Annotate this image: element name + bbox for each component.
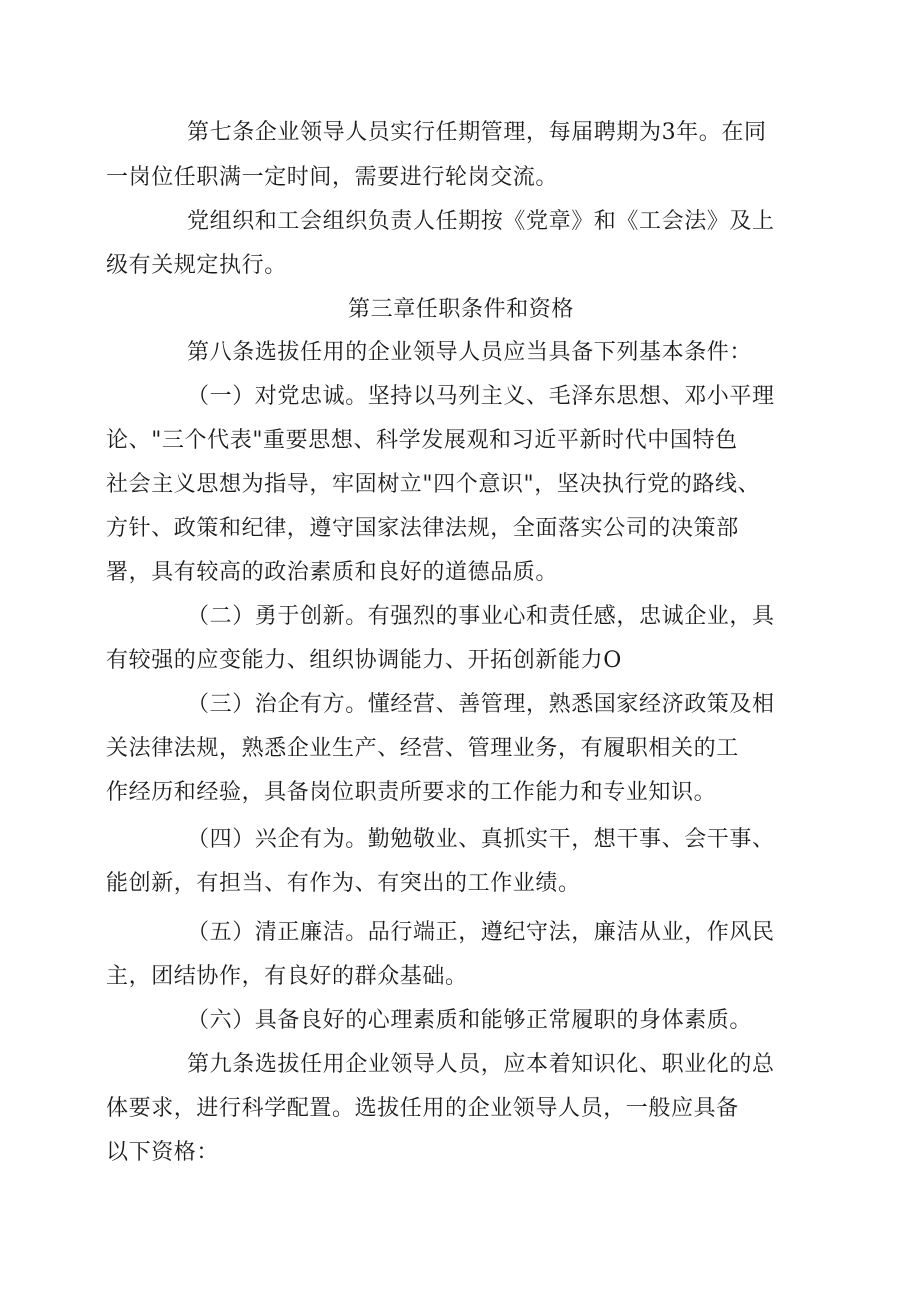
item-1-line-4: 方针、政策和纪律，遵守国家法律法规，全面落实公司的决策部 [106,516,739,541]
party-union-line-1: 党组织和工会组织负责人任期按《党章》和《工会法》及上 [187,209,775,234]
item-5-line-2: 主，团结协作，有良好的群众基础。 [106,964,468,989]
item-4-line-2: 能创新，有担当、有作为、有突出的工作业绩。 [106,871,581,896]
item-1-line-5: 署，具有较高的政治素质和良好的道德品质。 [106,560,559,585]
item-3-line-3: 作经历和经验，具备岗位职责所要求的工作能力和专业知识。 [106,780,717,805]
article-9-line-3: 以下资格： [106,1140,220,1165]
item-3-line-2: 关法律法规，熟悉企业生产、经营、管理业务，有履职相关的工 [106,736,739,761]
article-7-line-2: 一岗位任职满一定时间，需要进行轮岗交流。 [106,165,559,190]
article-9-line-2: 体要求，进行科学配置。选拔任用的企业领导人员，一般应具备 [106,1096,739,1121]
article-8-line-1: 第八条选拔任用的企业领导人员应当具备下列基本条件： [187,340,753,365]
item-1-line-2: 论、"三个代表"重要思想、科学发展观和习近平新时代中国特色 [106,428,738,453]
article-9-line-1: 第九条选拔任用企业领导人员，应本着知识化、职业化的总 [187,1052,775,1077]
chapter-3-heading: 第三章任职条件和资格 [348,297,575,322]
item-1-line-1: （一）对党忠诚。坚持以马列主义、毛泽东思想、邓小平理 [187,384,775,409]
item-1-line-3: 社会主义思想为指导，牢固树立"四个意识"，坚决执行党的路线、 [106,472,761,497]
item-4-line-1: （四）兴企有为。勤勉敬业、真抓实干，想干事、会干事、 [187,827,775,852]
item-3-line-1: （三）治企有方。懂经营、善管理，熟悉国家经济政策及相 [187,692,775,717]
party-union-line-2: 级有关规定执行。 [106,253,287,278]
item-2-line-2: 有较强的应变能力、组织协调能力、开拓创新能力O [106,648,622,673]
article-7-line-1: 第七条企业领导人员实行任期管理，每届聘期为3年。在同 [187,120,767,145]
item-5-line-1: （五）清正廉洁。品行端正，遵纪守法，廉洁从业，作风民 [187,920,775,945]
item-6-line-1: （六）具备良好的心理素质和能够正常履职的身体素质。 [187,1008,753,1033]
item-2-line-1: （二）勇于创新。有强烈的事业心和责任感，忠诚企业，具 [187,604,775,629]
